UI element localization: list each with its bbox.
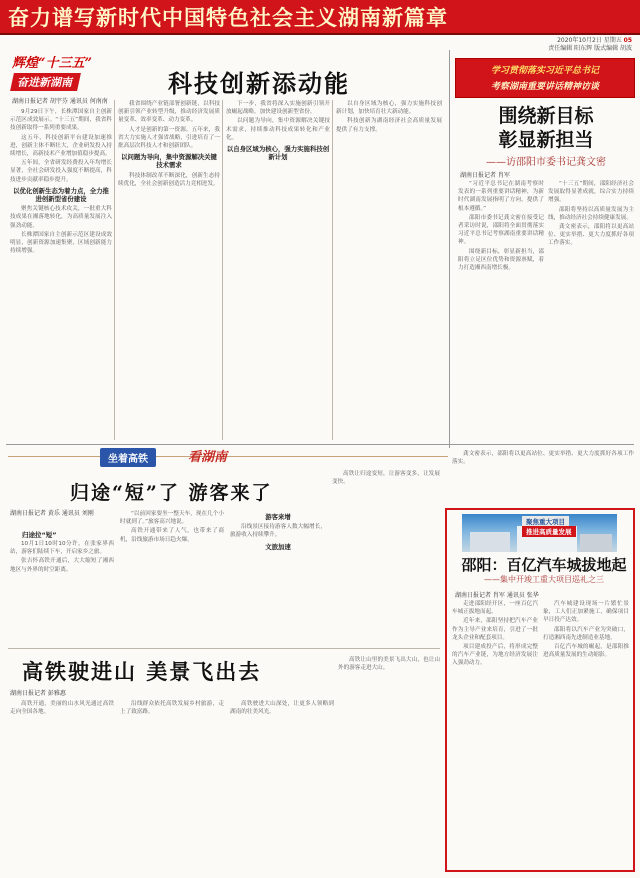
paragraph: 我省围绕产业链部署创新链，以科技创新引领产业转型升级，推动经济发展质量变革、效率变革、动力变革。 xyxy=(118,101,220,124)
paragraph: “以前回家要坐一整天车，现在几个小时就到了。”旅客高兴地说。 xyxy=(120,511,224,526)
paragraph: 科技体制改革不断深化，创新生态持续优化，全社会创新创造活力竞相迸发。 xyxy=(118,172,220,187)
tech-col-4 xyxy=(336,100,442,440)
section-rule xyxy=(6,444,634,445)
paragraph: 项目建成投产后，将形成完整的汽车产业链，为地方经济发展注入强劲动力。 xyxy=(452,644,538,667)
paragraph: 10月1日10时10分许，在张家界西站，游客们陆续下车，开启家乡之旅。 xyxy=(10,541,114,556)
gaotie-script-title: 看湖南 xyxy=(188,450,228,465)
page-number: 05 xyxy=(623,37,632,44)
paragraph: 沿线景区接待游客人数大幅增长，旅游收入持续攀升。 xyxy=(230,524,326,539)
article2-byline: 湖南日报记者 彭雅惠 xyxy=(10,690,66,697)
paragraph: 邵阳市委书记龚文密在接受记者采访时说，邵阳将全面贯彻落实习近平总书记考察湖南重要讲话精神。 xyxy=(458,214,544,246)
tech-col-2 xyxy=(118,100,220,440)
article1-byline: 湖南日报记者 黄乐 通讯员 刘刚 xyxy=(10,510,94,517)
paragraph: 聚焦关键核心技术攻关，一批重大科技成果在湘落地转化，为高质量发展注入强劲动能。 xyxy=(10,206,112,229)
paragraph: 沿线群众依托高铁发展乡村旅游，走上了致富路。 xyxy=(120,701,224,716)
masthead-banner: 奋力谱写新时代中国特色社会主义湖南新篇章 xyxy=(0,0,640,33)
car-col-1 xyxy=(452,600,538,866)
column-divider xyxy=(222,100,223,440)
gaotie-pill: 坐着高铁 xyxy=(100,448,156,467)
paragraph: 下一步，我省将深入实施创新引领开放崛起战略，加快建设创新型省份。 xyxy=(226,101,330,116)
article2-col-3 xyxy=(230,700,334,872)
paragraph: 高铁开通，美丽的山水风光通过高铁走向全国各地。 xyxy=(10,701,114,716)
building-shape xyxy=(580,534,612,552)
paragraph: 9月29日下午，长株潭国家自主创新示范区成效展示。“十三五”期间，我省科技创新取得一系列重要成果。 xyxy=(10,109,112,132)
article2-col-2 xyxy=(120,700,224,872)
article1-title: 归途“短”了 游客来了 xyxy=(70,482,273,504)
interview-byline: 湖南日报记者 肖军 xyxy=(460,172,510,179)
interview-banner-line2: 考察湖南重要讲话精神访谈 xyxy=(490,82,599,92)
tech-col-3 xyxy=(226,100,330,440)
masthead-rule xyxy=(0,33,640,35)
paragraph: 这五年，科技创新平台建设加速推进，创新主体不断壮大，企业研发投入持续增长，高新技术产业增加值稳步提高。 xyxy=(10,134,112,158)
paragraph: 五年间，全省研发经费投入年均增长显著，全社会研发投入强度不断提高，科技进步贡献率稳步提升。 xyxy=(10,160,112,183)
paragraph: 高铁驶进大山深处，让更多人领略到湖南的壮美风光。 xyxy=(230,701,334,716)
interview-col-2 xyxy=(548,180,634,442)
masthead-meta xyxy=(548,37,632,53)
paragraph: 龚文密表示，邵阳将以更高站位、更实举措、更大力度抓好各项工作落实。 xyxy=(548,224,634,247)
interview-col-1 xyxy=(458,180,544,442)
paragraph: “十三五”期间，邵阳经济社会发展取得显著成就，综合实力持续增强。 xyxy=(548,181,634,204)
column-divider xyxy=(332,100,333,440)
column-divider xyxy=(114,100,115,440)
paragraph: 百亿汽车城的崛起，是邵阳推进高质量发展的生动缩影。 xyxy=(543,644,629,659)
article1-col-3 xyxy=(230,510,326,645)
paragraph: 邵阳将以汽车产业为突破口，打造湘西南先进制造业基地。 xyxy=(543,626,629,641)
tech-col-1 xyxy=(10,108,112,443)
paragraph: 以问题为导向，集中资源解决关键技术需求，持续推动科技成果转化和产业化。 xyxy=(226,118,330,141)
interview-title: 围绕新目标 彰显新担当 xyxy=(498,105,594,151)
paragraph: 以自身区域为核心，强力实施科技创新计划，加快培育壮大新动能。 xyxy=(336,101,442,116)
tech-article-title: 科技创新添动能 xyxy=(168,69,350,98)
header-rule xyxy=(8,456,448,458)
interview-subtitle: ——访邵阳市委书记龚文密 xyxy=(486,157,606,168)
paragraph: 长株潭国家自主创新示范区建设成效明显，创新资源加速集聚，区域创新能力持续增强。 xyxy=(10,231,112,255)
section-logo xyxy=(12,52,130,90)
car-city-hero-image xyxy=(462,514,617,552)
tech-subhead-3: 以自身区域为核心，强力实施科技创新计划 xyxy=(226,145,330,162)
paragraph: 科技创新为湖南经济社会高质量发展提供了有力支撑。 xyxy=(336,118,442,133)
section-divider xyxy=(449,50,450,448)
building-shape xyxy=(470,532,510,552)
article1-subhead: 归途拉“短” xyxy=(22,531,57,539)
logo-line2: 奋进新湖南 xyxy=(10,73,81,91)
paragraph: 高铁让归途变短，让游客变多，让发展变快。 xyxy=(332,471,440,486)
article1-col-4 xyxy=(332,470,440,645)
article1-col-2 xyxy=(120,510,224,645)
article-rule xyxy=(8,648,440,649)
interview-continuation xyxy=(452,450,634,504)
article2-title: 高铁驶进山 美景飞出去 xyxy=(22,659,262,684)
paragraph: 人才是创新的第一资源。五年来，我省大力实施人才强省战略，引进培育了一批高层次科技人才和创新团队。 xyxy=(118,126,220,150)
paragraph: 邵阳将坚持以高质量发展为主线，推动经济社会持续健康发展。 xyxy=(548,206,634,221)
car-city-title: 邵阳：百亿汽车城拔地起 xyxy=(461,556,627,574)
paragraph: 高铁让山里的美景飞出大山，也让山外的游客走进大山。 xyxy=(338,657,440,672)
article2-col-1 xyxy=(10,700,114,872)
hero-tag-1: 聚焦重大项目 xyxy=(522,516,569,527)
article2-col-4 xyxy=(338,656,440,872)
paragraph: 龚文密表示，邵阳将以更高站位、更实举措、更大力度抓好各项工作落实。 xyxy=(452,451,634,466)
gaotie-section-header xyxy=(8,448,448,466)
paragraph: 围绕新目标，彰显新担当，邵阳将立足区位优势和资源禀赋，着力打造湘西南增长极。 xyxy=(458,248,544,272)
car-city-byline: 湖南日报记者 肖军 通讯员 张华 xyxy=(455,592,539,599)
tech-byline: 湖南日报记者 胡宇芬 通讯员 何南南 xyxy=(12,98,108,105)
paragraph: 张吉怀高铁开通后，大大缩短了湘西地区与外界的时空距离。 xyxy=(10,558,114,573)
paragraph: 走进邵阳经开区，一座百亿汽车城正拔地而起。 xyxy=(452,601,538,616)
paragraph: 高铁开通带来了人气，也带来了商机，沿线旅游市场日趋火爆。 xyxy=(120,528,224,543)
tech-subhead-2: 以问题为导向，集中资源解决关键技术需求 xyxy=(121,153,217,170)
interview-banner xyxy=(455,58,635,98)
interview-banner-line1: 学习贯彻落实习近平总书记 xyxy=(490,66,599,76)
paragraph: 汽车城建设现场一片繁忙景象，工人们正加紧施工，确保项目早日投产达效。 xyxy=(543,601,629,624)
article1-subhead-2: 游客来增 xyxy=(265,513,291,521)
car-city-subtitle: ——集中开竣工重大项目巡礼之三 xyxy=(484,575,604,584)
hero-tag-2: 推进高质量发展 xyxy=(522,526,576,537)
logo-line1: 辉煌“十三五” xyxy=(12,56,92,71)
car-col-2 xyxy=(543,600,629,866)
paragraph: “习近平总书记在湖南考察时发表的一系列重要讲话精神，为新时代湖南发展指明了方向，提供了根本遵循。” xyxy=(458,181,544,212)
article1-col-1 xyxy=(10,540,114,645)
masthead-editors: 责任编辑 阳东辉 版式编辑 胡波 xyxy=(548,45,632,52)
tech-subhead-1: 以优化创新生态为着力点，全力推进创新型省份建设 xyxy=(13,186,109,204)
article1-subhead-3: 文旅加速 xyxy=(265,542,291,551)
paragraph: 近年来，邵阳坚持把汽车产业作为主导产业来培育，引进了一批龙头企业和配套项目。 xyxy=(452,618,538,641)
masthead-date: 2020年10月2日 星期五 xyxy=(557,37,622,44)
